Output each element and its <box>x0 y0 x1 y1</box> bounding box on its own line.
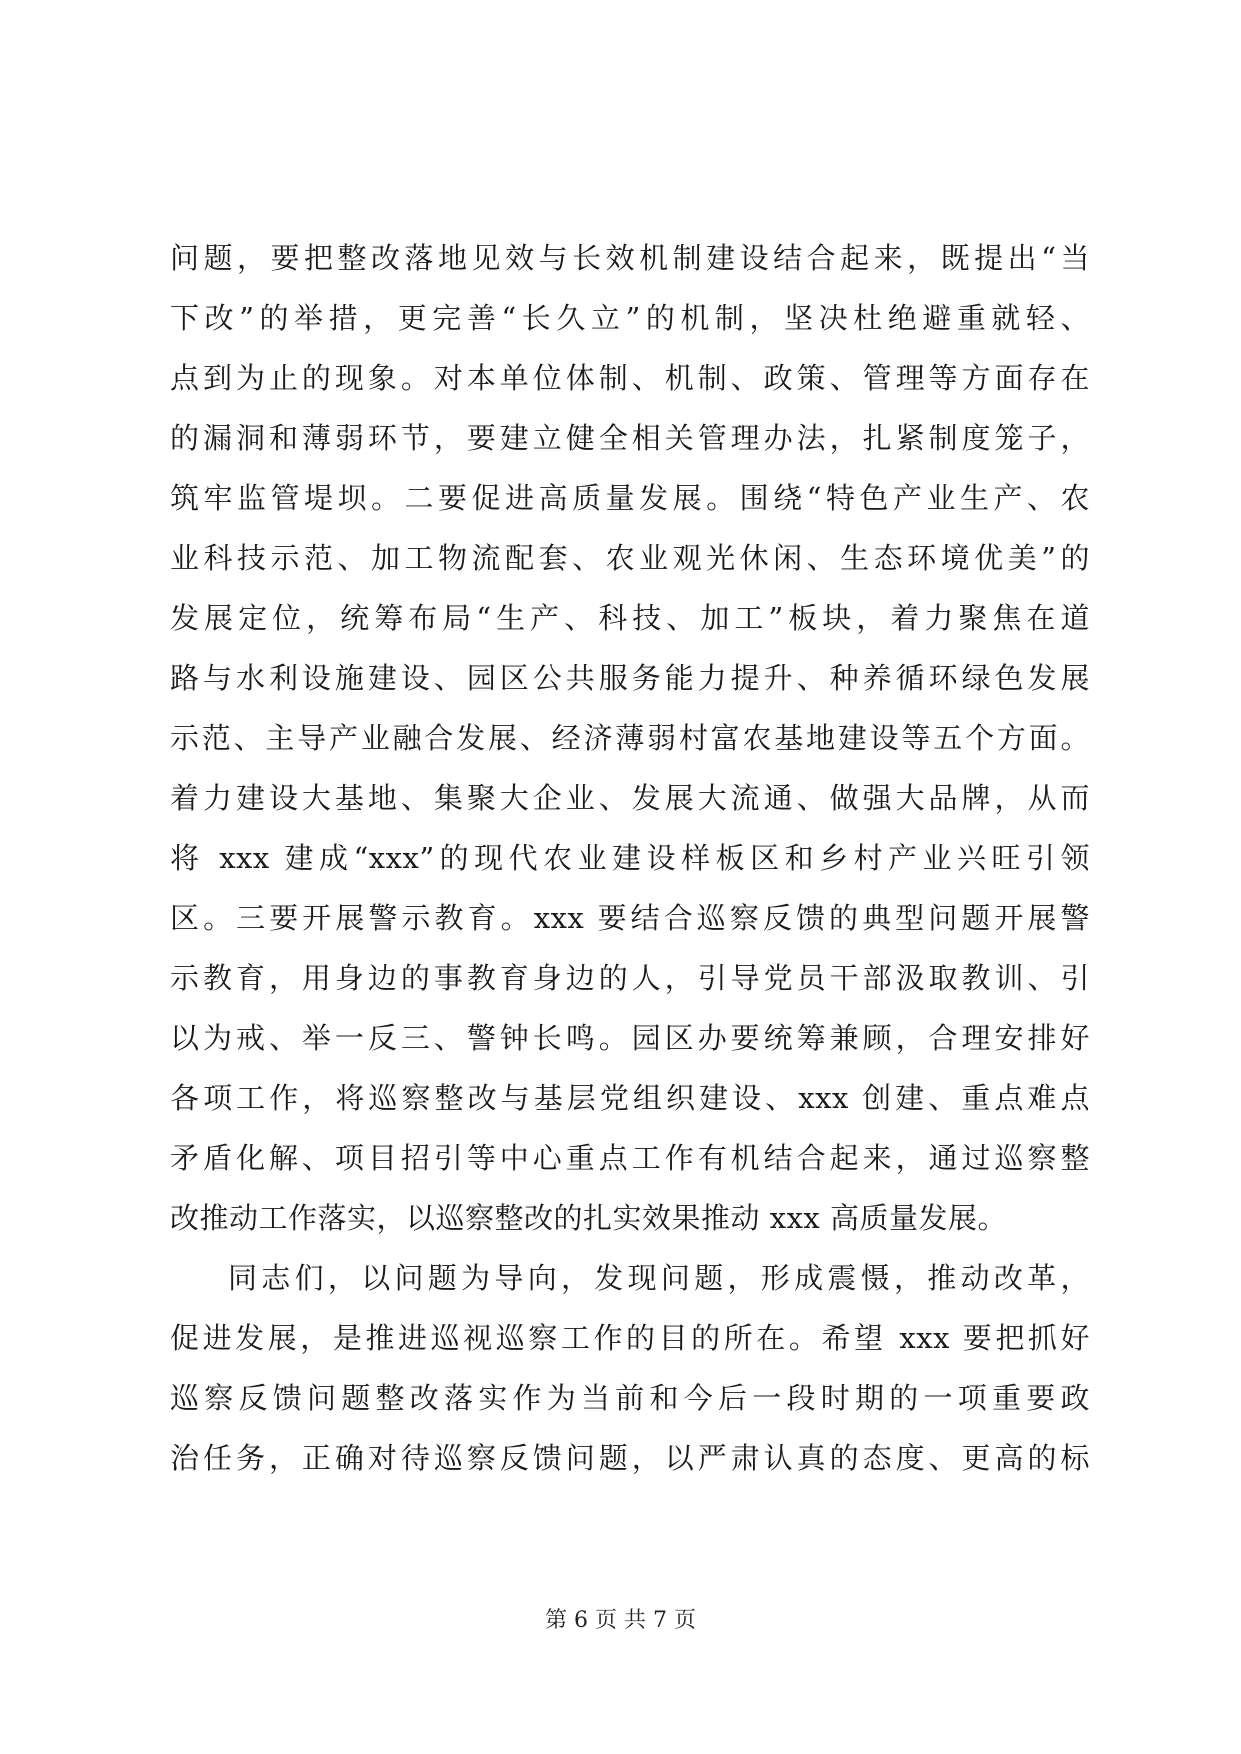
text-line-14: 以为戒、举一反三、警钟长鸣。园区办要统筹兼顾，合理安排好 <box>170 1021 1090 1055</box>
text-line-3: 点到为止的现象。对本单位体制、机制、政策、管理等方面存在 <box>170 361 1090 395</box>
text-line-10: 着力建设大基地、集聚大企业、发展大流通、做强大品牌，从而 <box>170 781 1090 815</box>
text-line-4: 的漏洞和薄弱环节，要建立健全相关管理办法，扎紧制度笼子， <box>170 421 1090 455</box>
text-line-20: 巡察反馈问题整改落实作为当前和今后一段时期的一项重要政 <box>170 1381 1090 1415</box>
text-line-19: 促进发展，是推进巡视巡察工作的目的所在。希望 xxx 要把抓好 <box>170 1321 1090 1355</box>
text-line-1: 问题，要把整改落地见效与长效机制建设结合起来，既提出“当 <box>170 241 1090 275</box>
text-line-6: 业科技示范、加工物流配套、农业观光休闲、生态环境优美”的 <box>170 541 1090 575</box>
text-line-21: 治任务，正确对待巡察反馈问题，以严肃认真的态度、更高的标 <box>170 1441 1090 1475</box>
text-line-16: 矛盾化解、项目招引等中心重点工作有机结合起来，通过巡察整 <box>170 1141 1090 1175</box>
text-line-15: 各项工作，将巡察整改与基层党组织建设、xxx 创建、重点难点 <box>170 1081 1090 1115</box>
text-line-7: 发展定位，统筹布局“生产、科技、加工”板块，着力聚焦在道 <box>170 601 1090 635</box>
text-line-13: 示教育，用身边的事教育身边的人，引导党员干部汲取教训、引 <box>170 961 1090 995</box>
text-line-5: 筑牢监管堤坝。二要促进高质量发展。围绕“特色产业生产、农 <box>170 481 1090 515</box>
text-line-11: 将 xxx 建成“xxx”的现代农业建设样板区和乡村产业兴旺引领 <box>170 841 1091 875</box>
text-line-9: 示范、主导产业融合发展、经济薄弱村富农基地建设等五个方面。 <box>170 721 1090 755</box>
text-line-18: 同志们，以问题为导向，发现问题，形成震慑，推动改革， <box>228 1261 1090 1295</box>
text-line-8: 路与水利设施建设、园区公共服务能力提升、种养循环绿色发展 <box>170 661 1090 695</box>
body-text <box>170 228 1090 1488</box>
text-line-17: 改推动工作落实，以巡察整改的扎实效果推动 xxx 高质量发展。 <box>170 1201 1008 1235</box>
page-footer: 第 6 页 共 7 页 <box>545 1608 696 1633</box>
text-line-12: 区。三要开展警示教育。xxx 要结合巡察反馈的典型问题开展警 <box>170 901 1090 935</box>
text-line-2: 下改”的举措，更完善“长久立”的机制，坚决杜绝避重就轻、 <box>170 301 1090 335</box>
